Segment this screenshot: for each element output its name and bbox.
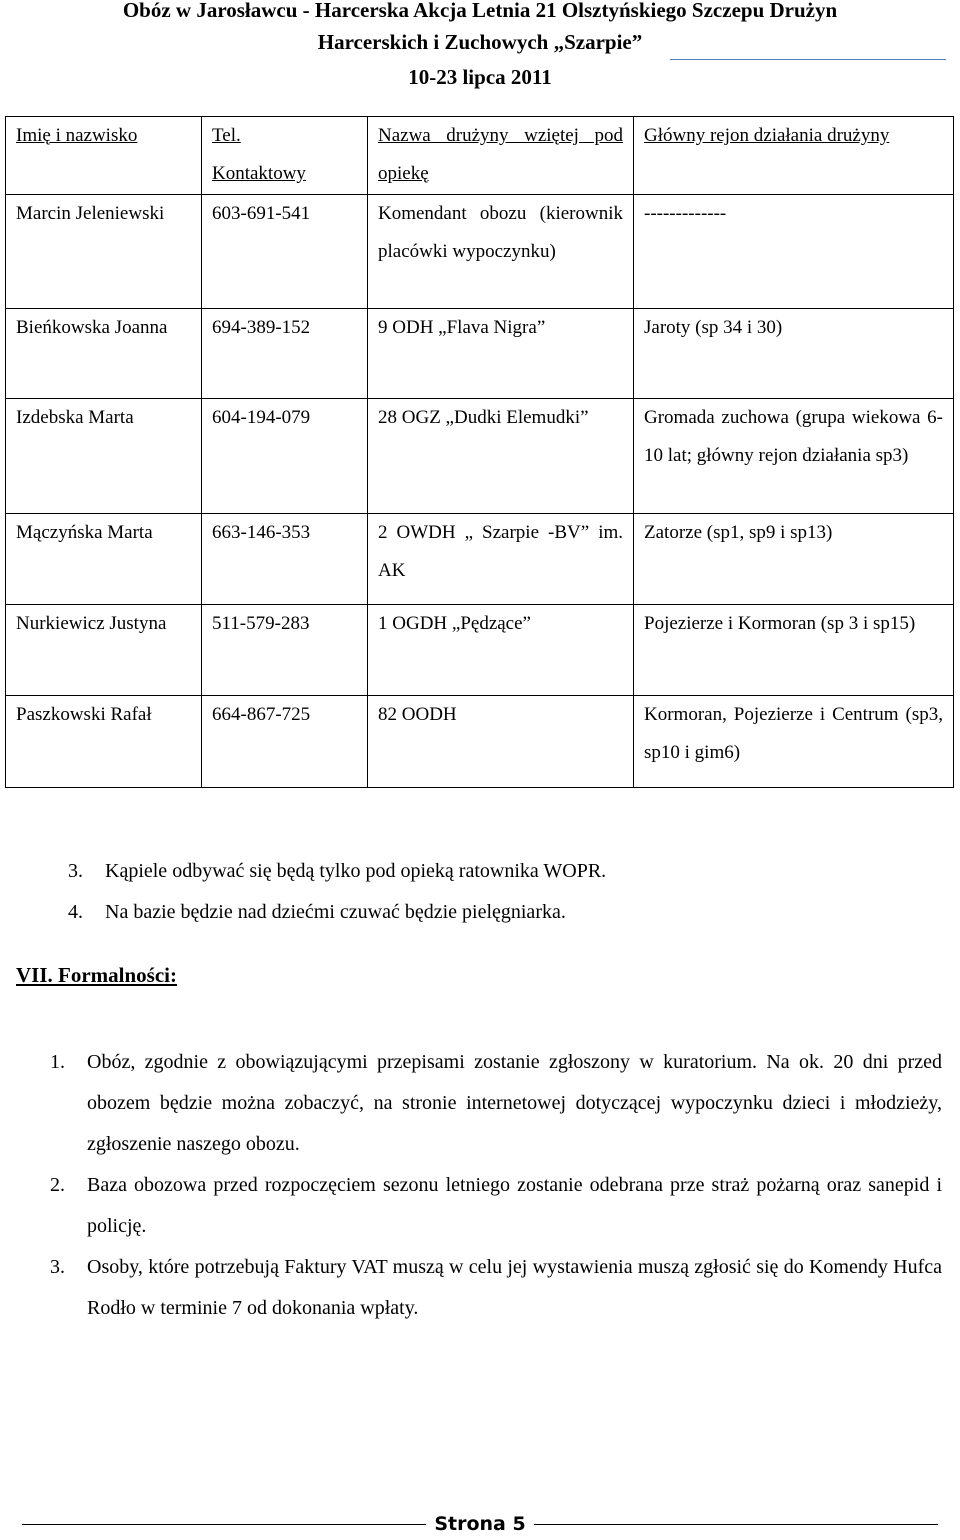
cell-phone: 603-691-541 bbox=[202, 195, 368, 309]
list-item bbox=[0, 851, 960, 892]
cell-name: Nurkiewicz Justyna bbox=[6, 605, 202, 696]
cell-phone: 664-867-725 bbox=[202, 696, 368, 788]
cell-team: Komendant obozu (kierownik placówki wypoczynku) bbox=[368, 195, 634, 309]
header-region: Główny rejon działania drużyny bbox=[634, 117, 954, 195]
header-rule bbox=[670, 59, 946, 60]
cell-region: Kormoran, Pojezierze i Centrum (sp3, sp10 i gim6) bbox=[634, 696, 954, 788]
header-title-line-2: Harcerskich i Zuchowych „Szarpie” bbox=[317, 30, 643, 54]
footer-rule-right bbox=[534, 1524, 938, 1525]
roster-table bbox=[5, 116, 954, 788]
list-item bbox=[0, 1165, 960, 1247]
cell-team: 2 OWDH „ Szarpie -BV” im. AK bbox=[368, 514, 634, 605]
list-number: 4. bbox=[68, 901, 83, 923]
header-title-line-1: Obóz w Jarosławcu - Harcerska Akcja Letnia 21 Olsztyńskiego Szczepu Drużyn bbox=[122, 0, 838, 22]
cell-region: Gromada zuchowa (grupa wiekowa 6-10 lat; główny rejon działania sp3) bbox=[634, 399, 954, 514]
cell-name: Bieńkowska Joanna bbox=[6, 309, 202, 399]
list-text: Obóz, zgodnie z obowiązującymi przepisami zostanie zgłoszony w kuratorium. Na ok. 20 dni przed obozem będzie można zobaczyć, na stronie internetowej dotyczącej wypoczynku dzieci i młodzieży, zgłoszenie naszego obozu. bbox=[87, 1051, 942, 1155]
list-number: 3. bbox=[68, 860, 83, 882]
cell-name: Mączyńska Marta bbox=[6, 514, 202, 605]
header-team: Nazwa drużyny wziętej pod opiekę bbox=[368, 117, 634, 195]
cell-region: Pojezierze i Kormoran (sp 3 i sp15) bbox=[634, 605, 954, 696]
header-dates: 10-23 lipca 2011 bbox=[408, 65, 552, 89]
header-phone: Tel. Kontaktowy bbox=[202, 117, 368, 195]
list-text: Na bazie będzie nad dziećmi czuwać będzie pielęgniarka. bbox=[105, 901, 566, 923]
footer-rule-left bbox=[22, 1524, 426, 1525]
list-item bbox=[0, 892, 960, 933]
list-text: Osoby, które potrzebują Faktury VAT muszą w celu jej wystawienia muszą zgłosić się do Komendy Hufca Rodło w terminie 7 od dokonania wpłaty. bbox=[87, 1256, 942, 1319]
list-number: 2. bbox=[50, 1174, 65, 1196]
cell-phone: 511-579-283 bbox=[202, 605, 368, 696]
safety-list bbox=[0, 851, 960, 933]
cell-team: 82 OODH bbox=[368, 696, 634, 788]
page-footer bbox=[0, 1510, 960, 1540]
list-text: Kąpiele odbywać się będą tylko pod opieką ratownika WOPR. bbox=[105, 860, 607, 882]
table-row bbox=[6, 696, 954, 788]
cell-name: Marcin Jeleniewski bbox=[6, 195, 202, 309]
header-name: Imię i nazwisko bbox=[6, 117, 202, 195]
cell-phone: 604-194-079 bbox=[202, 399, 368, 514]
table-row bbox=[6, 309, 954, 399]
table-header-row bbox=[6, 117, 954, 195]
table-row bbox=[6, 605, 954, 696]
list-number: 1. bbox=[50, 1051, 65, 1073]
formalities-list bbox=[0, 1042, 960, 1329]
cell-phone: 663-146-353 bbox=[202, 514, 368, 605]
table-row bbox=[6, 514, 954, 605]
cell-region: Jaroty (sp 34 i 30) bbox=[634, 309, 954, 399]
cell-region: ------------- bbox=[634, 195, 954, 309]
cell-name: Izdebska Marta bbox=[6, 399, 202, 514]
cell-phone: 694-389-152 bbox=[202, 309, 368, 399]
page-number: Strona 5 bbox=[434, 1513, 526, 1535]
table-row bbox=[6, 399, 954, 514]
cell-region: Zatorze (sp1, sp9 i sp13) bbox=[634, 514, 954, 605]
cell-team: 28 OGZ „Dudki Elemudki” bbox=[368, 399, 634, 514]
list-item bbox=[0, 1247, 960, 1329]
cell-team: 9 ODH „Flava Nigra” bbox=[368, 309, 634, 399]
cell-team: 1 OGDH „Pędzące” bbox=[368, 605, 634, 696]
cell-name: Paszkowski Rafał bbox=[6, 696, 202, 788]
section-heading: VII. Formalności: bbox=[16, 963, 177, 987]
list-item bbox=[0, 1042, 960, 1165]
table-row bbox=[6, 195, 954, 309]
list-number: 3. bbox=[50, 1256, 65, 1278]
list-text: Baza obozowa przed rozpoczęciem sezonu letniego zostanie odebrana prze straż pożarną oraz sanepid i policję. bbox=[87, 1174, 942, 1237]
